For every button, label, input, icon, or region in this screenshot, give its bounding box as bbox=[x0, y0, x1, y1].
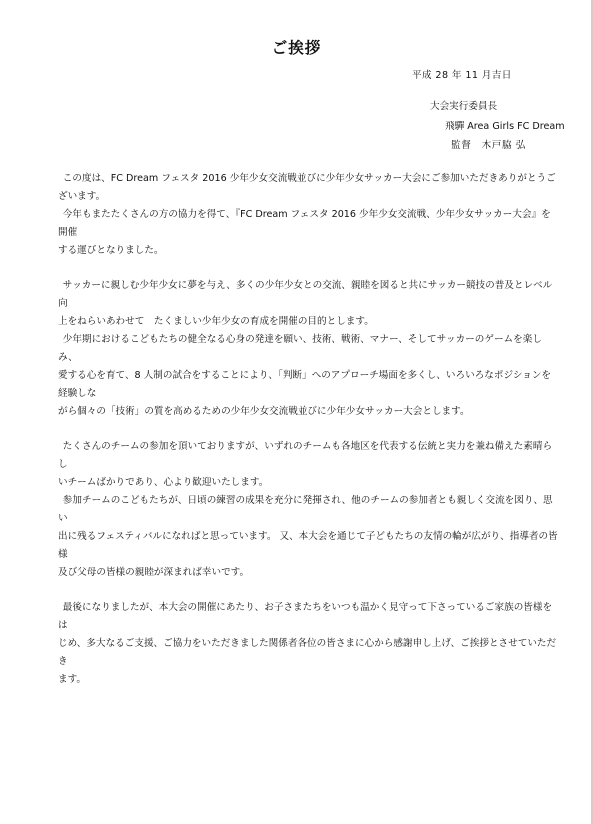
paragraph-welcome: たくさんのチームの参加を頂いておりますが、いずれのチームも各地区を代表する伝統と実力を兼ね備えた素晴らし いチームばかりであり、心より歓迎いたします。 bbox=[58, 441, 553, 488]
paragraph-purpose: サッカーに親しむ少年少女に夢を与え、多くの少年少女との交流、親睦を図ると共にサッカー競技の普及とレベル向 上をねらいあわせて たくましい少年少女の育成を開催の目的とします。 bbox=[58, 280, 553, 327]
team-name: 飛驒 Area Girls FC Dream bbox=[445, 121, 565, 132]
paragraph-gap bbox=[58, 582, 558, 599]
paragraph-development: 少年期におけるこどもたちの健全なる心身の発達を願い、技術、戦術、マナー、そしてサッカーのゲームを楽しみ、 愛する心を育て、8 人制の試合をすることにより、「判断」へのアプローチ場面を多くし、いろいろなポジションを経験しな がら個々の「技術」の質を高めるための少年少女交流戦並びに少年少女サッカー大会とします。 bbox=[58, 334, 552, 417]
paragraph-closing: 最後になりましたが、本大会の開催にあたり、お子さまたちをいつも温かく見守って下さっているご家族の皆様をは じめ、多大なるご支援、ご協力をいただきました関係者各位の皆さまに心から感謝申し上げ、ご挨拶とさせていただき ます。 bbox=[58, 602, 557, 685]
paragraph-event-announcement: 今年もまたたくさんの方の協力を得て、『FC Dream フェスタ 2016 少年少女交流戦、少年少女サッカー大会』を開催 する運びとなりました。 bbox=[58, 209, 551, 256]
paragraph-exchange: 参加チームのこどもたちが、日頃の練習の成果を充分に発揮され、他のチームの参加者とも親しく交流を図り、思い 出に残るフェスティバルになればと思っています。 又、本大会を通じて子どもたちの友情の輪が広がり、指導者の皆様 及び父母の皆様の親睦が深まれば幸いです。 bbox=[58, 495, 558, 578]
greeting-body bbox=[58, 170, 558, 689]
paragraph-gap bbox=[58, 260, 558, 277]
page-title: ご挨拶 bbox=[271, 39, 322, 57]
paragraph-gap bbox=[58, 421, 558, 438]
issue-date: 平成 28 年 11 月吉日 bbox=[412, 70, 512, 81]
committee-chair-title: 大会実行委員長 bbox=[430, 101, 498, 112]
coach-name: 監督 木戸脇 弘 bbox=[451, 140, 527, 151]
paragraph-thanks: この度は、FC Dream フェスタ 2016 少年少女交流戦並びに少年少女サッカー大会にご参加いただきありがとうご ざいます。 bbox=[58, 173, 556, 202]
